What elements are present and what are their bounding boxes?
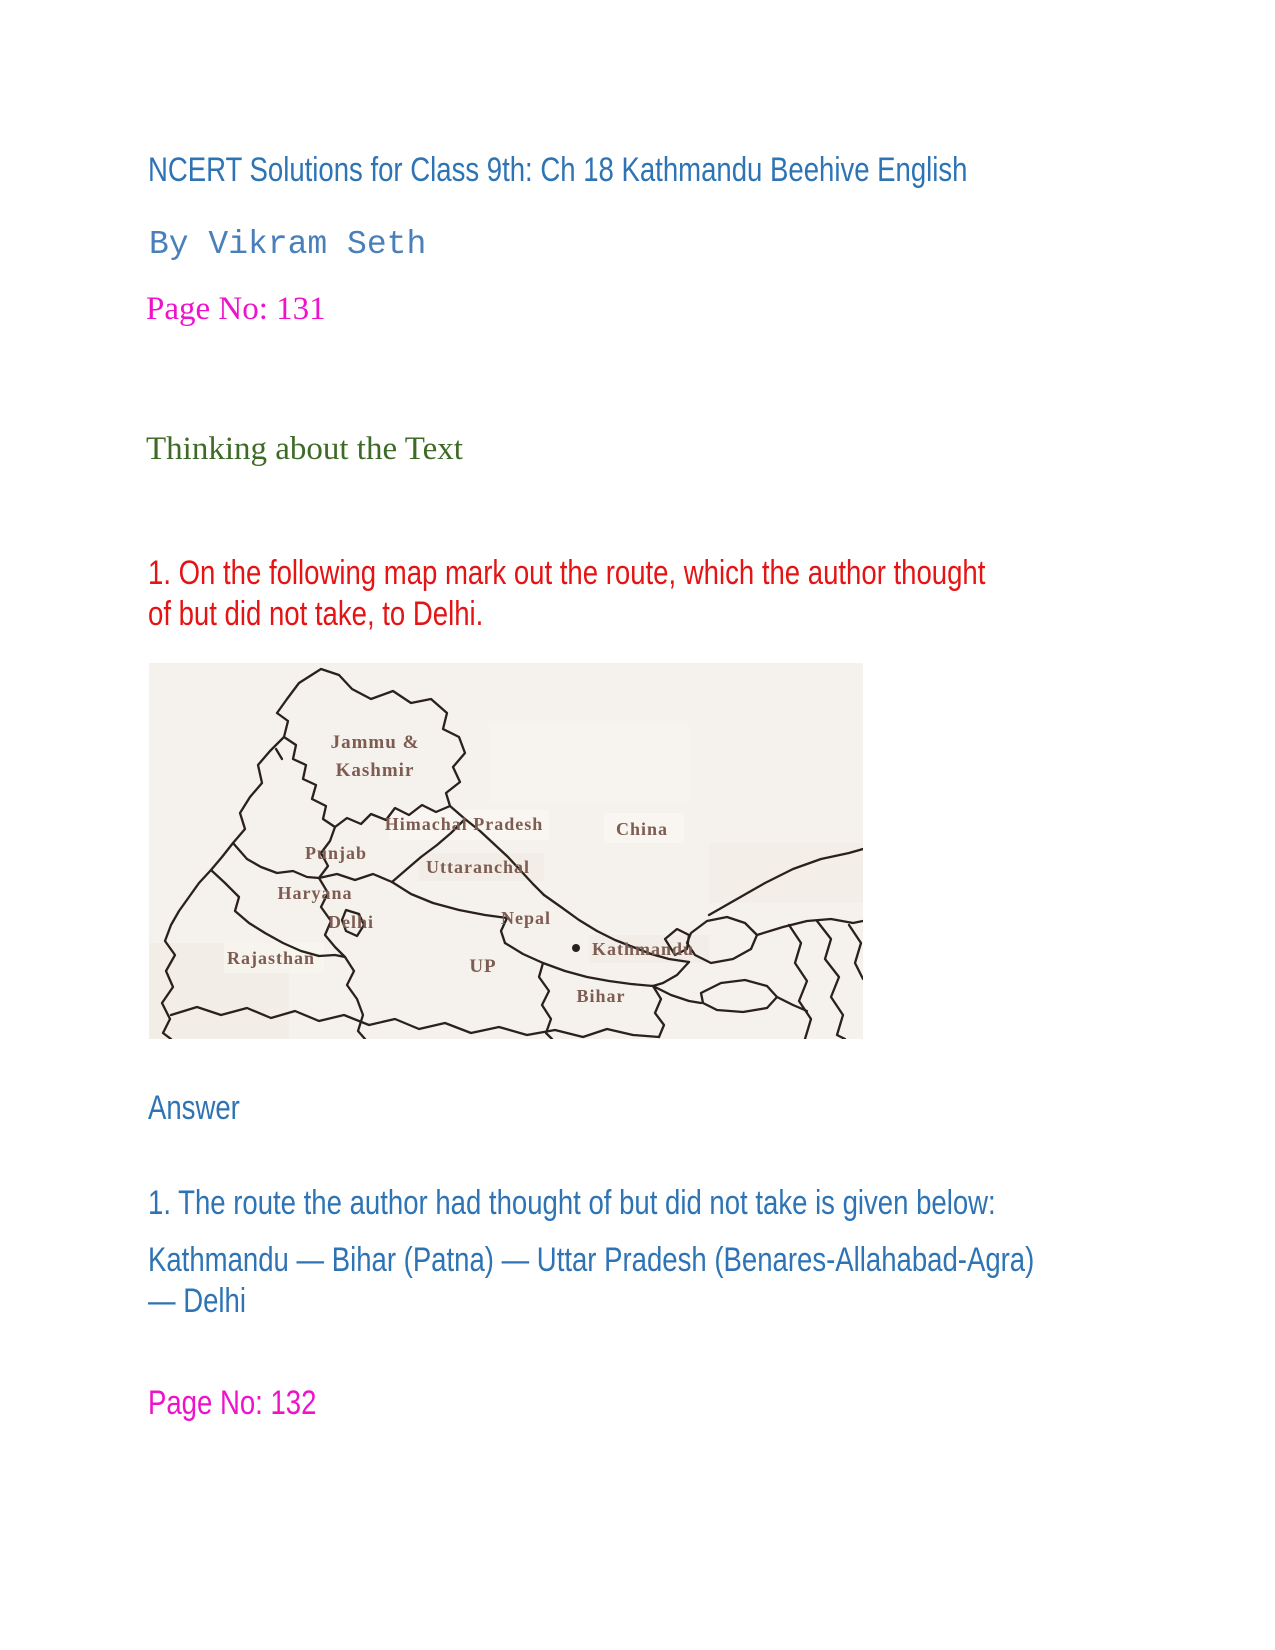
india-route-map [149, 663, 863, 1039]
page-title: NCERT Solutions for Class 9th: Ch 18 Kathmandu Beehive English [148, 151, 968, 189]
page-number-132: Page No: 132 [148, 1384, 317, 1422]
map-label-uttaranchal: Uttaranchal [426, 857, 530, 877]
author-byline: By Vikram Seth [149, 226, 427, 263]
map-label-jammu-: Jammu & [330, 732, 420, 753]
map-label-china: China [615, 819, 669, 839]
india-map-svg [149, 663, 863, 1039]
map-label-kathmandu: Kathmandu [591, 939, 695, 959]
answer-route-line-1: Kathmandu — Bihar (Patna) — Uttar Pradesh (Benares-Allahabad-Agra) [148, 1241, 1035, 1279]
question-line-2: of but did not take, to Delhi. [148, 595, 484, 633]
map-label-punjab: Punjab [304, 843, 368, 863]
map-label-himachal-pradesh: Himachal Pradesh [384, 814, 544, 834]
question-line-1: 1. On the following map mark out the route, which the author thought [148, 554, 986, 592]
map-label-kashmir: Kashmir [335, 760, 415, 781]
map-label-up: UP [469, 956, 497, 977]
kathmandu-dot [572, 944, 580, 952]
page-number-131: Page No: 131 [146, 291, 326, 327]
map-label-delhi: Delhi [327, 912, 375, 932]
answer-route-line-2: — Delhi [148, 1282, 246, 1320]
map-label-bihar: Bihar [576, 986, 626, 1006]
map-label-nepal: Nepal [501, 908, 551, 928]
answer-intro: 1. The route the author had thought of but did not take is given below: [148, 1184, 996, 1222]
map-label-rajasthan: Rajasthan [226, 948, 316, 968]
map-label-haryana: Haryana [277, 883, 353, 903]
answer-label: Answer [148, 1089, 240, 1127]
section-heading: Thinking about the Text [146, 431, 463, 467]
